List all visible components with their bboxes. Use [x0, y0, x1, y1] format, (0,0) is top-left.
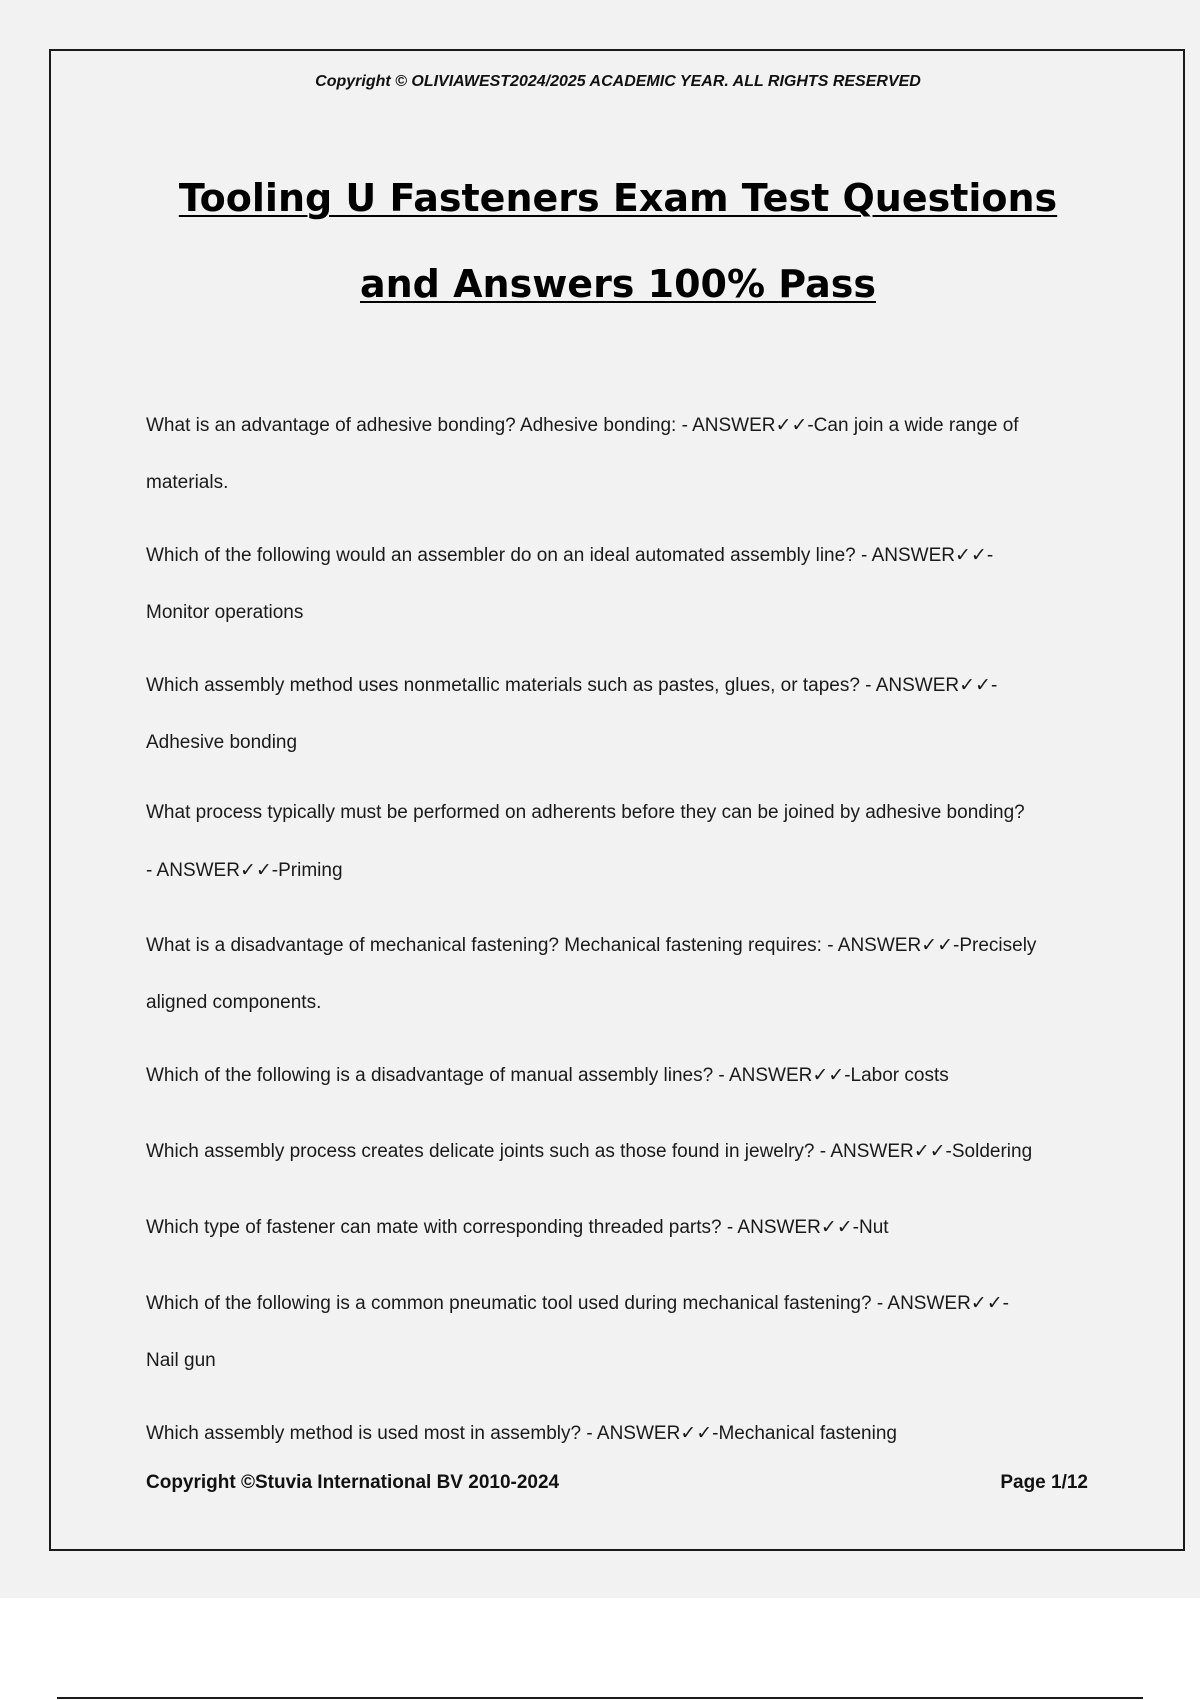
qa-line: Which of the following would an assembler do on an ideal automated assembly line? - ANSWER✓✓- — [146, 545, 994, 566]
qa-line: - ANSWER✓✓-Priming — [146, 860, 343, 881]
next-page-divider — [57, 1697, 1143, 1699]
qa-line: What is an advantage of adhesive bonding? Adhesive bonding: - ANSWER✓✓-Can join a wide range of — [146, 415, 1019, 436]
qa-line: Monitor operations — [146, 602, 304, 623]
qa-line: Which type of fastener can mate with corresponding threaded parts? - ANSWER✓✓-Nut — [146, 1217, 889, 1238]
footer-copyright: Copyright ©Stuvia International BV 2010-2024 — [146, 1472, 560, 1493]
qa-line: Which of the following is a disadvantage of manual assembly lines? - ANSWER✓✓-Labor costs — [146, 1065, 949, 1086]
qa-line: materials. — [146, 472, 229, 493]
qa-line: Adhesive bonding — [146, 732, 298, 753]
qa-line: What is a disadvantage of mechanical fastening? Mechanical fastening requires: - ANSWER✓✓-Precisely — [146, 935, 1037, 956]
qa-line: Which assembly process creates delicate joints such as those found in jewelry? - ANSWER✓✓-Soldering — [146, 1141, 1033, 1162]
qa-line: Nail gun — [146, 1350, 216, 1371]
qa-line: Which assembly method uses nonmetallic materials such as pastes, glues, or tapes? - ANSWER✓✓- — [146, 675, 998, 696]
page-number: Page 1/12 — [1000, 1472, 1088, 1493]
qa-line: aligned components. — [146, 992, 322, 1013]
header-copyright: Copyright © OLIVIAWEST2024/2025 ACADEMIC YEAR. ALL RIGHTS RESERVED — [315, 73, 921, 90]
qa-line: Which assembly method is used most in assembly? - ANSWER✓✓-Mechanical fastening — [146, 1423, 897, 1444]
title-text-1: Tooling U Fasteners Exam Test Questions — [178, 176, 1058, 220]
qa-line: What process typically must be performed on adherents before they can be joined by adhesive bonding? — [146, 802, 1025, 823]
qa-line: Which of the following is a common pneumatic tool used during mechanical fastening? - ANSWER✓✓- — [146, 1293, 1009, 1314]
document-title-line-2 — [0, 260, 1200, 308]
title-text-2: and Answers 100% Pass — [359, 262, 876, 306]
document-title-line-1 — [0, 174, 1200, 222]
